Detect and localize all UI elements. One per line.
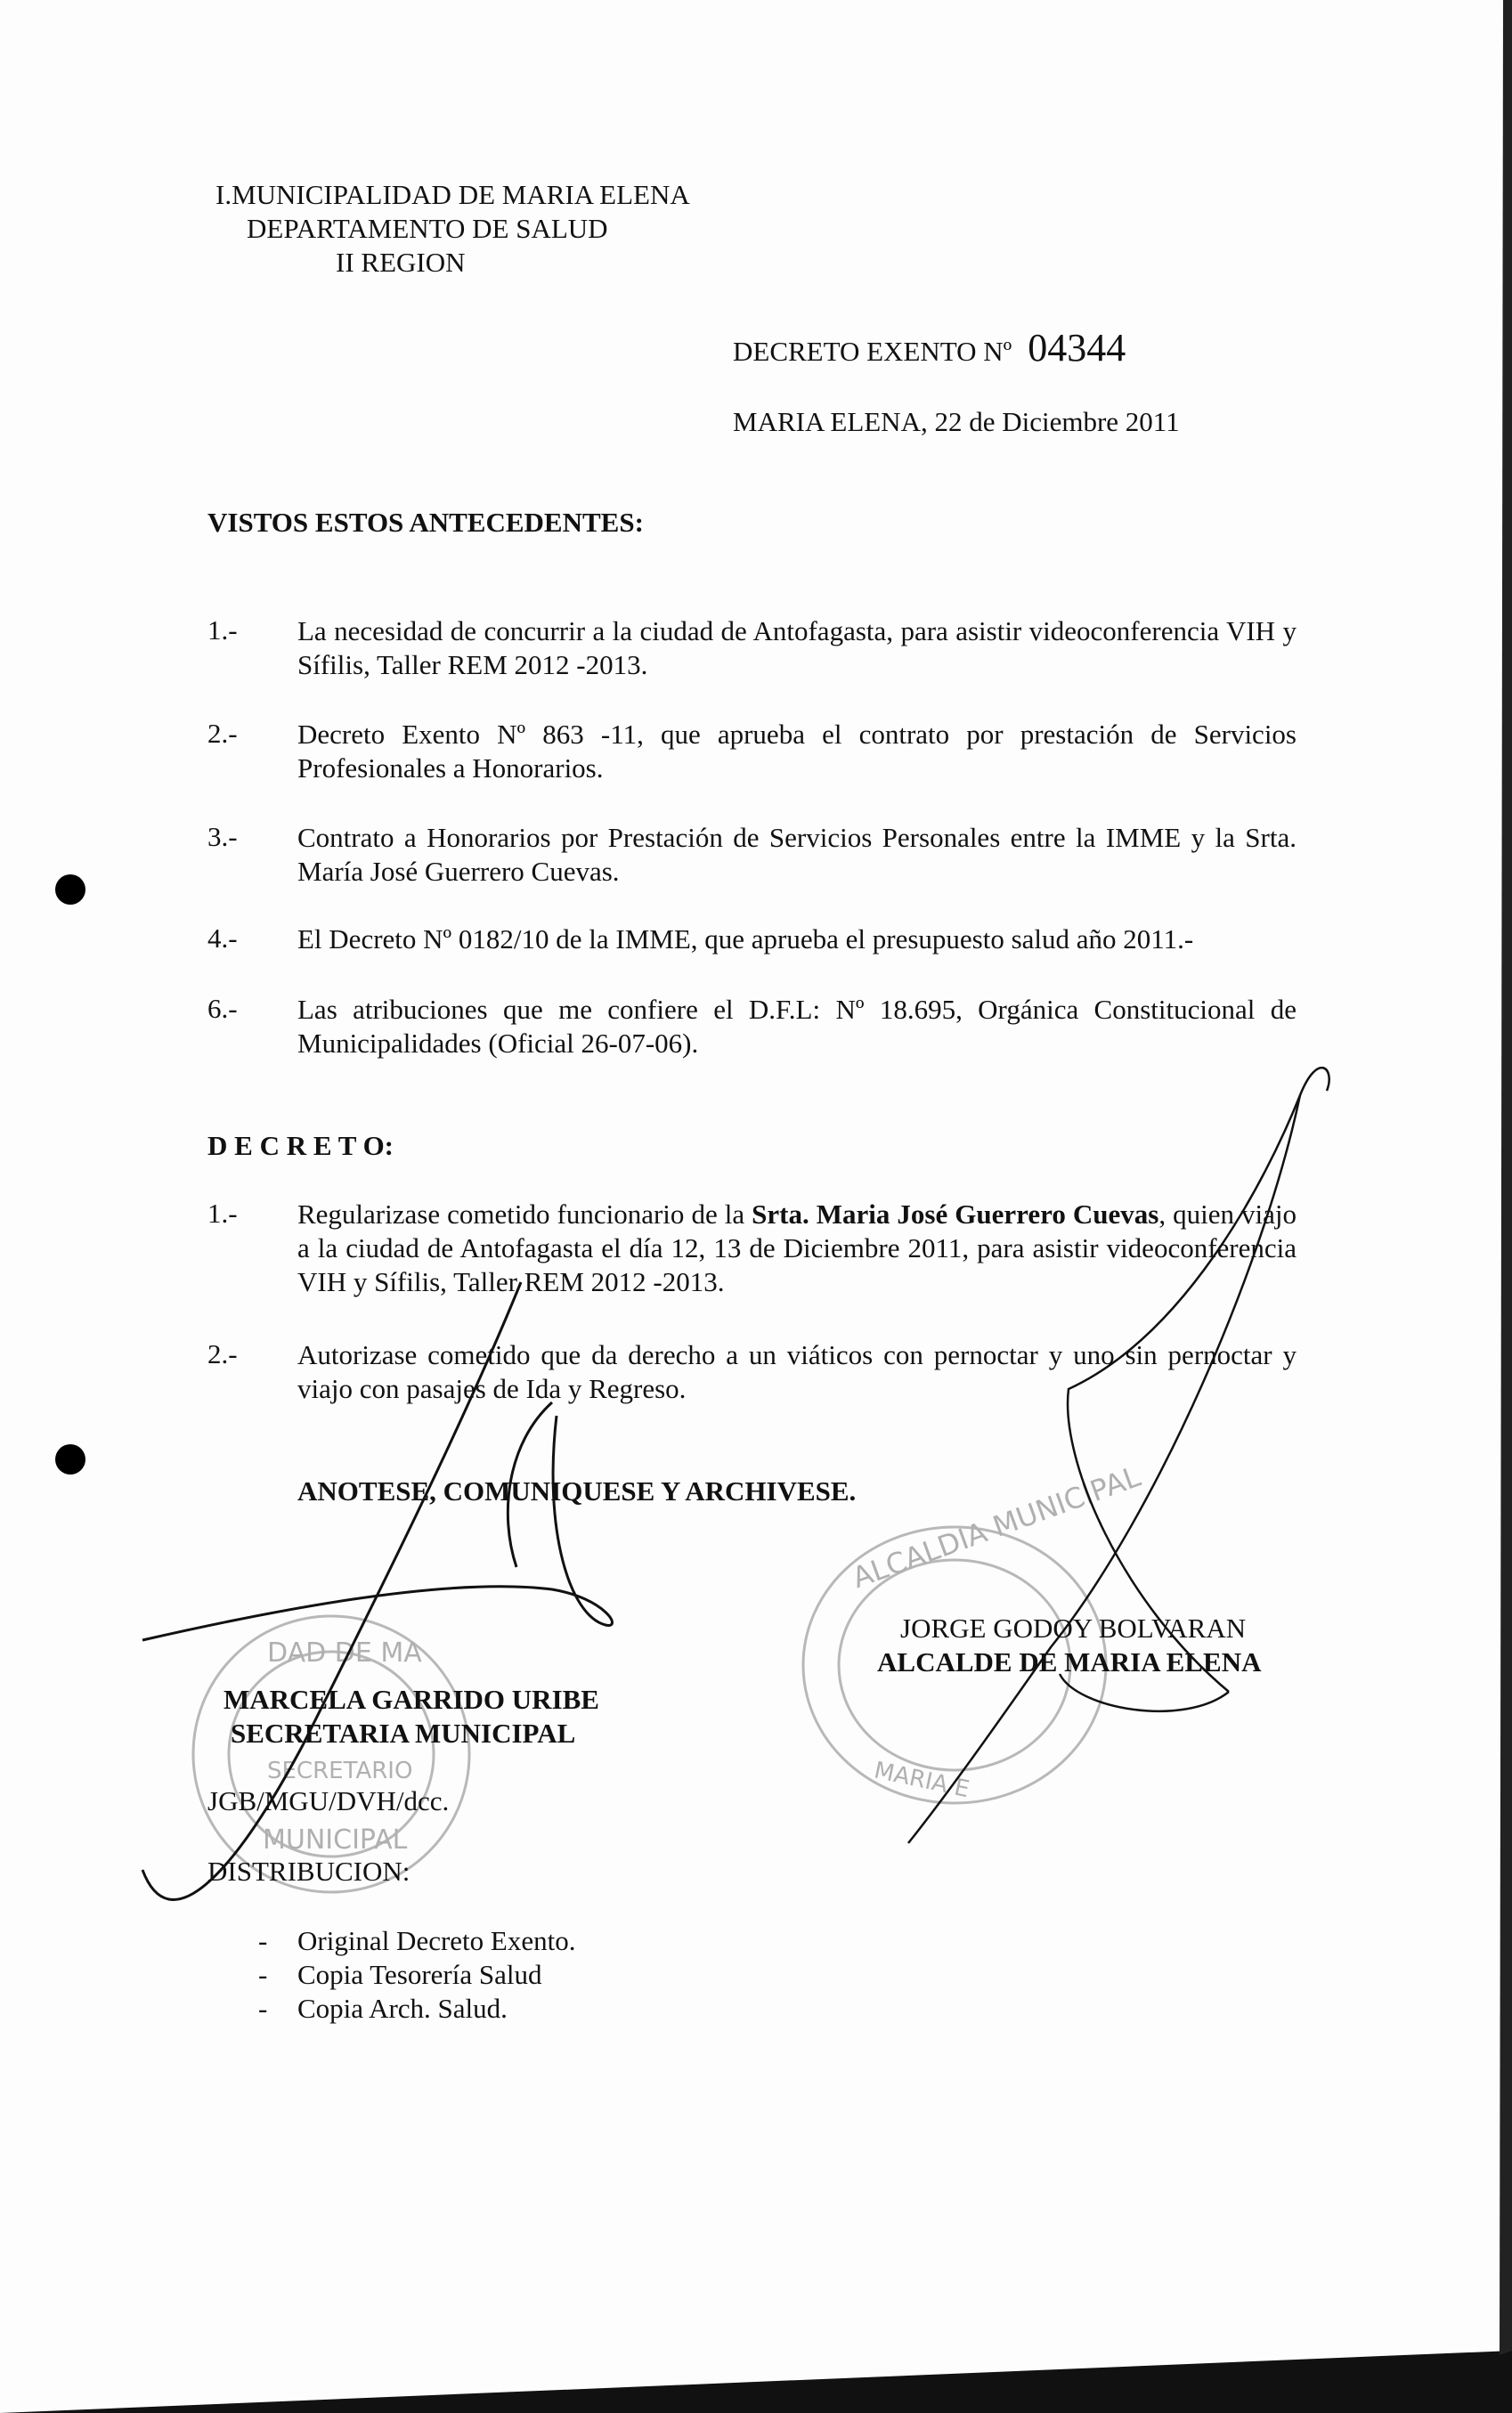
mayor-title: ALCALDE DE MARIA ELENA — [877, 1646, 1262, 1678]
distribution-title: DISTRIBUCION: — [207, 1856, 411, 1887]
scan-bottom-edge — [0, 2351, 1512, 2413]
decree-label: DECRETO EXENTO Nº — [733, 336, 1012, 367]
header-department: DEPARTAMENTO DE SALUD — [247, 213, 608, 244]
place-date: MARIA ELENA, 22 de Diciembre 2011 — [733, 406, 1180, 437]
person-name: Srta. Maria José Guerrero Cuevas — [752, 1198, 1159, 1230]
initials: JGB/MGU/DVH/dcc. — [207, 1785, 450, 1816]
text-post: , quien viajo a la ciudad de Antofagasta el día 12, 13 de Diciembre 2011, para asistir videoconferencia VIH y Sífilis, Taller REM 2012 -2013. — [297, 1198, 1297, 1297]
item-text: Decreto Exento Nº 863 -11, que aprueba el contrato por prestación de Servicios Profesionales a Honorarios. — [297, 719, 1297, 784]
decree-number: 04344 — [1028, 326, 1126, 370]
decreto-title: D E C R E T O: — [207, 1130, 394, 1161]
item-number: 4.- — [207, 922, 238, 954]
stamp-right-bottom: MARIA E — [871, 1757, 972, 1804]
header-region: II REGION — [336, 247, 466, 278]
item-number: 1.- — [207, 614, 238, 646]
scan-right-edge — [1500, 0, 1512, 2355]
secretary-name: MARCELA GARRIDO URIBE — [224, 1684, 599, 1715]
list-item-text: Original Decreto Exento. — [297, 1925, 576, 1956]
stamp-right-arc: ALCALDIA MUNICIPAL — [848, 1458, 1145, 1596]
stamp-left-line2: MUNICIPAL — [263, 1824, 408, 1856]
item-number: 6.- — [207, 993, 238, 1024]
item-number: 2.- — [207, 718, 238, 749]
text-pre: Regularizase cometido funcionario de la — [297, 1198, 752, 1230]
mayor-name: JORGE GODOY BOLVARAN — [900, 1613, 1247, 1644]
item-number: 1.- — [207, 1198, 238, 1229]
item-text: La necesidad de concurrir a la ciudad de Antofagasta, para asistir videoconferencia VIH y Sífilis, Taller REM 2012 -2013. — [297, 615, 1297, 680]
header-municipality: I.MUNICIPALIDAD DE MARIA ELENA — [215, 179, 690, 210]
item-text: Contrato a Honorarios por Prestación de Servicios Personales entre la IMME y la Srta. María José Guerrero Cuevas. — [297, 822, 1297, 887]
stamp-left-arc: DAD DE MA — [267, 1637, 422, 1669]
list-item-text: Copia Tesorería Salud — [297, 1959, 542, 1990]
item-text: Las atribuciones que me confiere el D.F.L: Nº 18.695, Orgánica Constitucional de Municipalidades (Oficial 26-07-06). — [297, 994, 1297, 1059]
secretary-title: SECRETARIA MUNICIPAL — [231, 1718, 576, 1749]
vistos-title: VISTOS ESTOS ANTECEDENTES: — [207, 507, 644, 538]
item-text: Autorizase cometido que da derecho a un viáticos con pernoctar y uno sin pernoctar y viajo con pasajes de Ida y Regreso. — [297, 1339, 1297, 1404]
list-item-text: Copia Arch. Salud. — [297, 1993, 508, 2024]
item-text: El Decreto Nº 0182/10 de la IMME, que aprueba el presupuesto salud año 2011.- — [297, 923, 1194, 955]
item-number: 2.- — [207, 1338, 238, 1369]
closing-formula: ANOTESE, COMUNIQUESE Y ARCHIVESE. — [297, 1475, 857, 1507]
item-number: 3.- — [207, 821, 238, 852]
stamp-left-line1: SECRETARIO — [267, 1758, 413, 1784]
